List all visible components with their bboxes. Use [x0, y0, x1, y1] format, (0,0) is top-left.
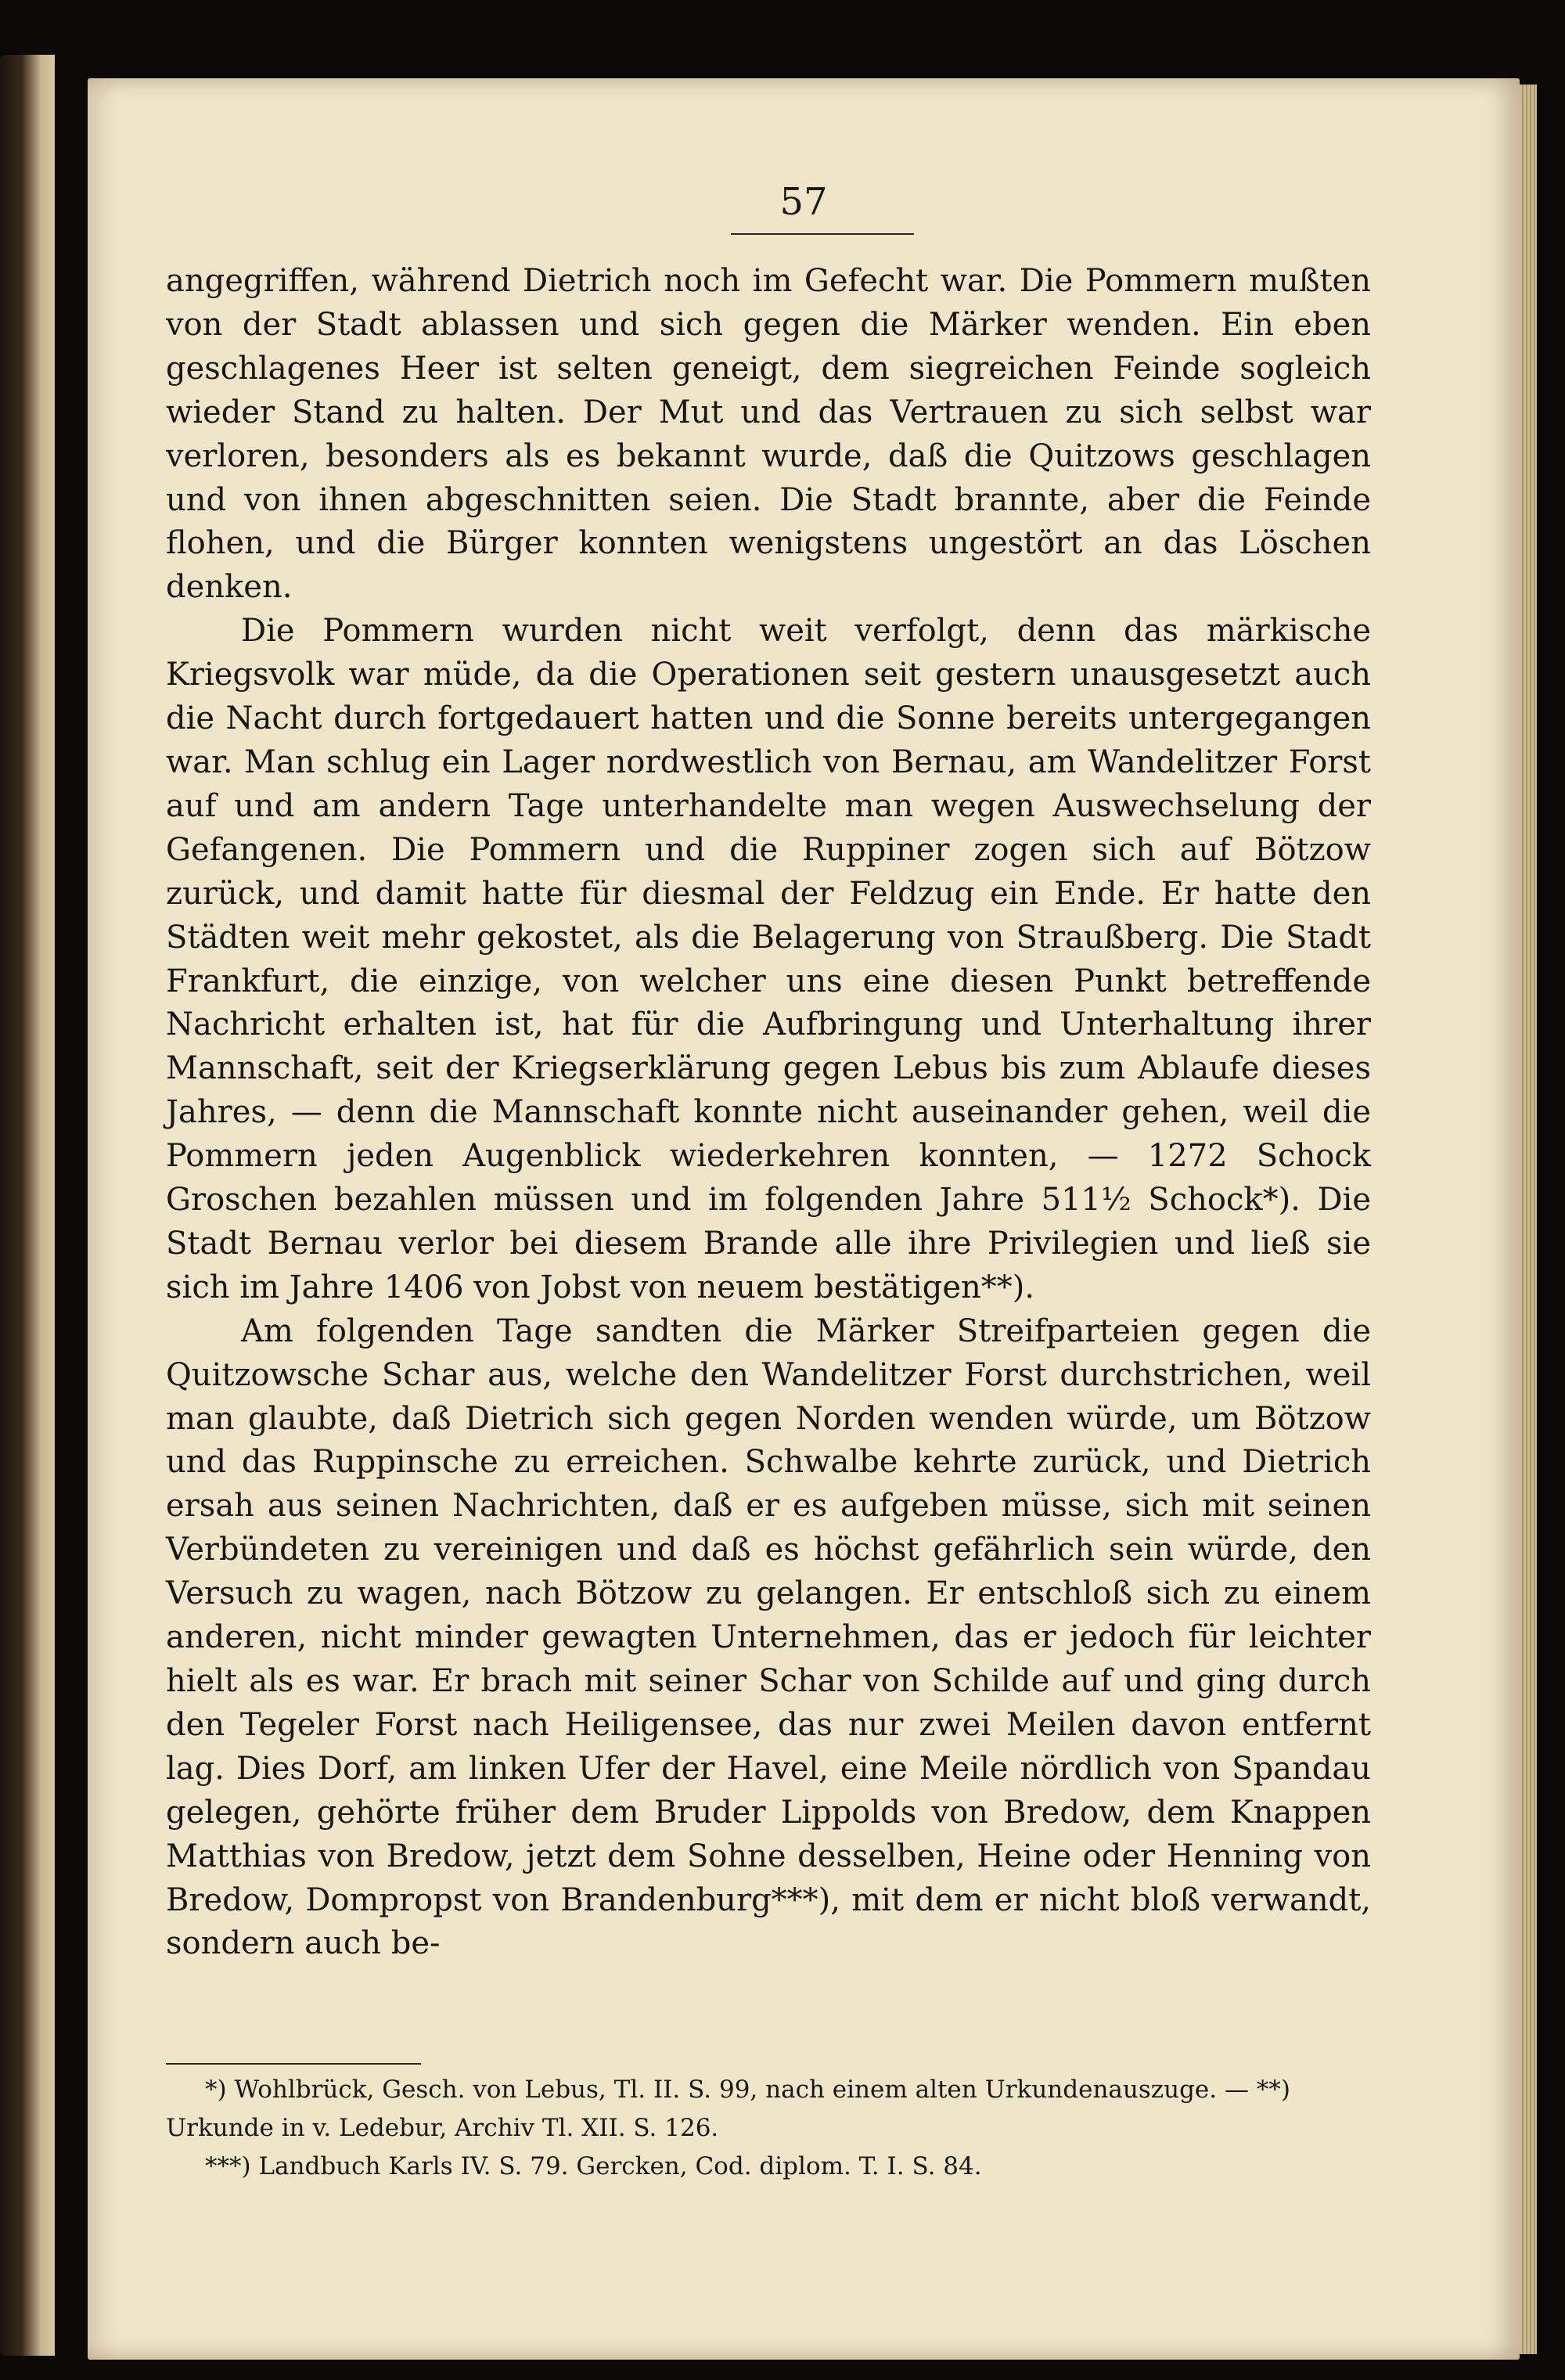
paragraph-3: Am folgenden Tage sandten die Märker Streifparteien gegen die Quitzowsche Schar aus, welche den Wandelitzer Forst durchstrichen, weil man glaubte, daß Dietrich sich gegen Norden wenden würde, um Bötzow und das Ruppinsche zu erreichen. Schwalbe kehrte zurück, und Dietrich ersah aus seinen Nachrichten, daß er es aufgeben müsse, sich mit seinen Verbündeten zu vereinigen und daß es höchst gefährlich sein würde, den Versuch zu wagen, nach Bötzow zu gelangen. Er entschloß sich zu einem anderen, nicht minder gewagten Unternehmen, das er jedoch für leichter hielt als es war. Er brach mit seiner Schar von Schilde auf und ging durch den Tegeler Forst nach Heiligensee, das nur zwei Meilen davon entfernt lag. Dies Dorf, am linken Ufer der Havel, eine Meile nördlich von Spandau gelegen, gehörte früher dem Bruder Lippolds von Bredow, dem Knappen Matthias von Bredow, jetzt dem Sohne desselben, Heine oder Henning von Bredow, Dompropst von Brandenburg***), mit dem er nicht bloß verwandt, sondern auch be- — [166, 1312, 1371, 1962]
page-edges — [1520, 85, 1537, 2354]
body-text — [166, 260, 1371, 1966]
paragraph-1: angegriffen, während Dietrich noch im Gefecht war. Die Pommern mußten von der Stadt ablassen und sich gegen die Märker wenden. Ein eben geschlagenes Heer ist selten geneigt, dem siegreichen Feinde sogleich wieder Stand zu halten. Der Mut und das Vertrauen zu sich selbst war verloren, besonders als es bekannt wurde, daß die Quitzows geschlagen und von ihnen abgeschnitten seien. Die Stadt brannte, aber die Feinde flohen, und die Bürger konnten wenigstens ungestört an das Löschen denken. — [166, 263, 1371, 606]
footnote-2: ***) Landbuch Karls IV. S. 79. Gercken, Cod. diplom. T. I. S. 84. — [205, 2152, 982, 2180]
footnote-1: *) Wohlbrück, Gesch. von Lebus, Tl. II. S. 99, nach einem alten Urkundenauszuge. — **) Urkunde in v. Ledebur, Archiv Tl. XII. S. 126. — [166, 2076, 1290, 2142]
page-number: 57 — [779, 180, 828, 224]
paragraph-2: Die Pommern wurden nicht weit verfolgt, denn das märkische Kriegsvolk war müde, da die Operationen seit gestern unausgesetzt auch die Nacht durch fortgedauert hatten und die Sonne bereits untergegangen war. Man schlug ein Lager nordwestlich von Bernau, am Wandelitzer Forst auf und am andern Tage unterhandelte man wegen Auswechselung der Gefangenen. Die Pommern und die Ruppiner zogen sich auf Bötzow zurück, und damit hatte für diesmal der Feldzug ein Ende. Er hatte den Städten weit mehr gekostet, als die Belagerung von Straußberg. Die Stadt Frankfurt, die einzige, von welcher uns eine diesen Punkt betreffende Nachricht erhalten ist, hat für die Aufbringung und Unterhaltung ihrer Mannschaft, seit der Kriegserklärung gegen Lebus bis zum Ablaufe dieses Jahres, — denn die Mannschaft konnte nicht auseinander gehen, weil die Pommern jeden Augenblick wiederkehren konnten, — 1272 Schock Groschen bezahlen müssen und im folgenden Jahre 511½ Schock*). Die Stadt Bernau verlor bei diesem Brande alle ihre Privilegien und ließ sie sich im Jahre 1406 von Jobst von neuem bestätigen**). — [166, 613, 1371, 1305]
book-spine — [0, 55, 55, 2356]
book-page — [88, 78, 1520, 2360]
footnote-rule — [166, 2063, 421, 2065]
header-rule — [731, 233, 914, 235]
footnotes — [166, 2071, 1371, 2186]
